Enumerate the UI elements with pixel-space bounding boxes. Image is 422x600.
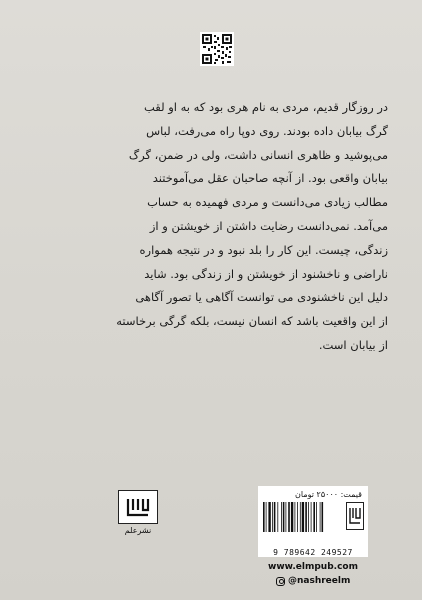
qr-code [200, 32, 234, 66]
synopsis-text [44, 96, 388, 358]
barcode-bar [320, 502, 321, 532]
barcode-bar [311, 502, 312, 532]
barcode-bar [313, 502, 315, 532]
synopsis-line: مطالب زیادی می‌دانست و مردی فهمیده به حساب [147, 195, 388, 210]
barcode-bar [281, 502, 282, 532]
publisher-logo-icon [118, 490, 158, 524]
synopsis-line: از بیابان است. [318, 337, 388, 352]
barcode-bar [266, 502, 267, 532]
barcode-bar [288, 502, 290, 532]
synopsis-line: در روزگار قدیم، مردی به نام هری بود که به او لقب [143, 100, 388, 114]
isbn-number: 9 789642 249527 [258, 548, 368, 557]
publisher-name: نشرعلم [124, 526, 152, 535]
barcode-bar [286, 502, 287, 532]
price-label: قیمت: ۲۵۰۰۰ تومان [295, 490, 362, 499]
publisher-logo [118, 490, 158, 538]
barcode-bar [274, 502, 276, 532]
barcode-bar [272, 502, 273, 532]
barcode-bar [300, 502, 301, 532]
barcode-bar [277, 502, 278, 532]
barcode-bar [295, 502, 296, 532]
barcode-bar [283, 502, 285, 532]
price-barcode-panel [258, 486, 368, 548]
instagram-handle[interactable] [276, 576, 350, 586]
barcode-bar [302, 502, 304, 532]
synopsis-line: می‌پوشید و ظاهری انسانی داشت، ولی در ضمن، گرگ [128, 147, 388, 162]
synopsis-line: گرگ بیابان داده بودند. روی دوپا راه می‌رفت، لباس [146, 123, 388, 138]
website-url[interactable]: www.elmpub.com [268, 562, 358, 572]
synopsis-line: دلیل این ناخشنودی می توانست آگاهی یا تصور آگاهی [135, 290, 388, 305]
synopsis-line: ناراضی و ناخشنود از خویشتن و از زندگی بود. شاید [144, 266, 388, 281]
barcode-bar [316, 502, 317, 532]
barcode-bar [297, 502, 298, 532]
instagram-handle-text: @nashreelm [288, 576, 351, 586]
barcode-bar [291, 502, 293, 532]
barcode-bar [268, 502, 270, 532]
synopsis-line: بیابان واقعی بود. از آنچه صاحبان عقل می‌آموختند [152, 171, 388, 186]
synopsis-line: از این واقعیت باشد که انسان نیست، بلکه گرگی برخاسته [116, 314, 388, 329]
instagram-icon [276, 577, 285, 586]
publisher-small-logo-icon [346, 502, 364, 530]
synopsis-line: زندگی، چیست. این کار را بلد نبود و در نتیجه همواره [139, 242, 388, 257]
barcode [262, 502, 342, 532]
barcode-bar [308, 502, 309, 532]
synopsis-line: می‌آمد. نمی‌دانست رضایت داشتن از خویشتن و از [149, 218, 388, 233]
barcode-bar [305, 502, 307, 532]
barcode-bar [322, 502, 324, 532]
barcode-bar [263, 502, 265, 532]
